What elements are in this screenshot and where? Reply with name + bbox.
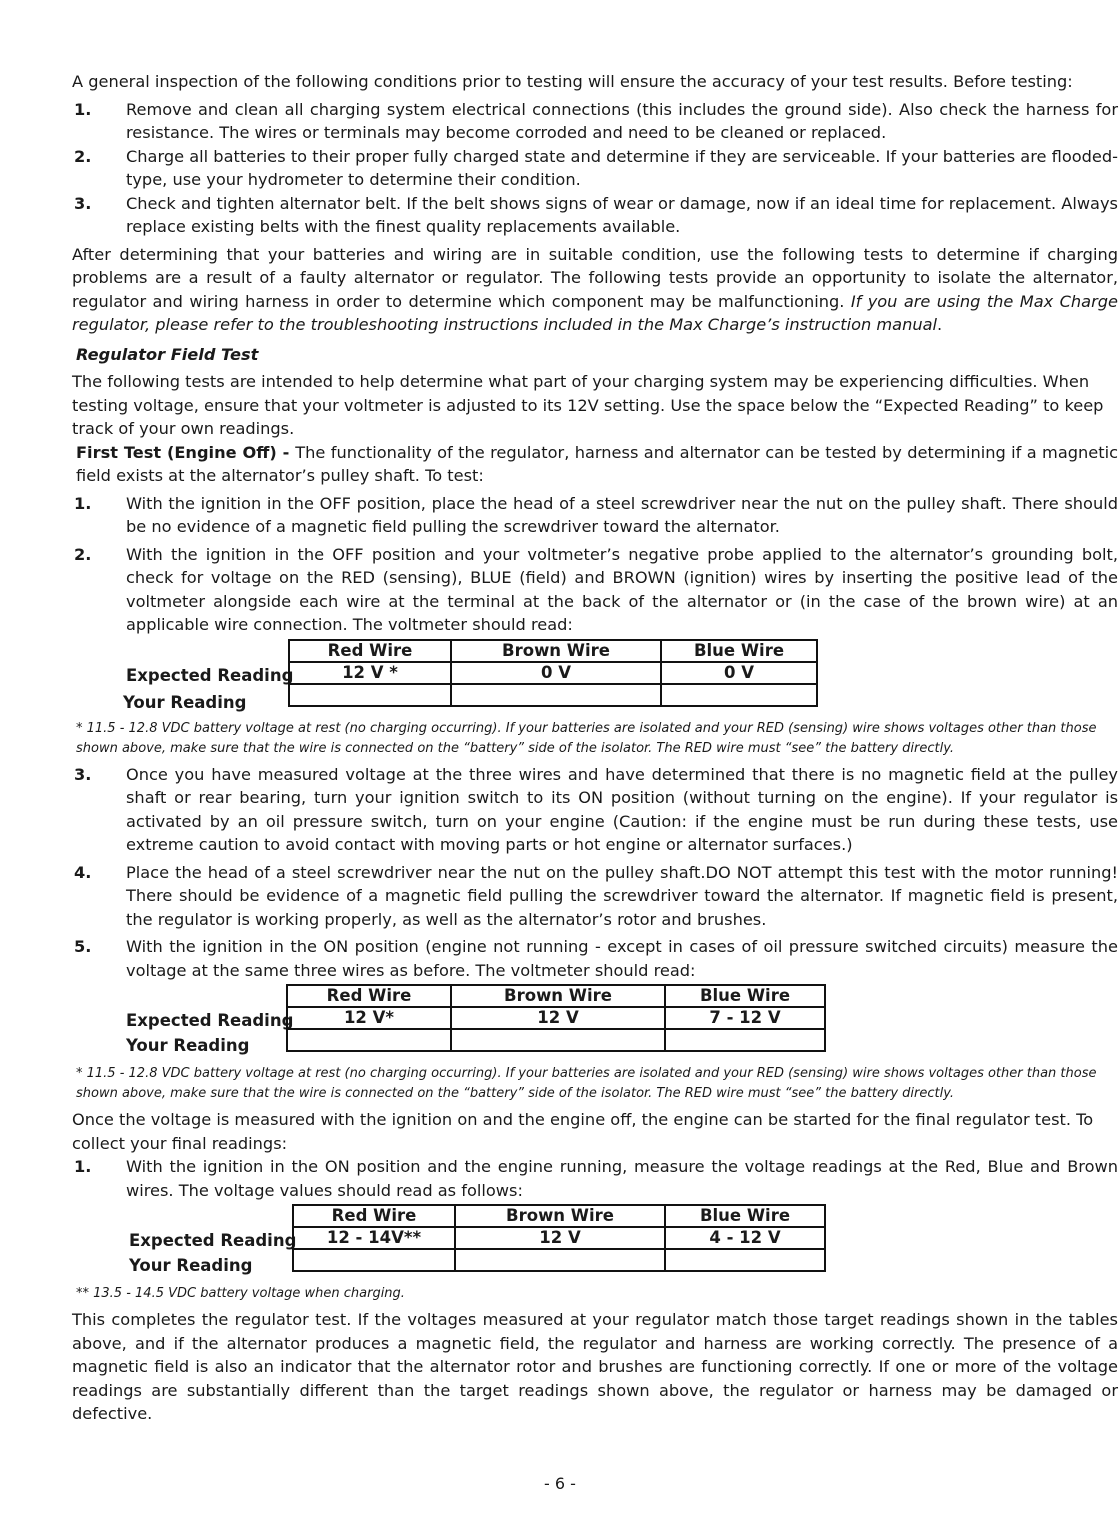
your-reading-cell[interactable] [293,1249,455,1271]
your-reading-cell[interactable] [455,1249,665,1271]
header-row [289,640,817,662]
step-text: Once you have measured voltage at the three wires and have determined that there is no magnetic field at the pulley shaft or rear bearing, turn your ignition switch to its ON position (without turning on the engine). If your regulator is activated by an oil pressure switch, turn on your engine (Caution: if the engine must be run during these tests, use extreme caution to avoid contact with moving parts or hot engine or alternator surfaces.) [126,764,1118,854]
step-number: 2. [74,544,92,564]
expected-cell: 7 - 12 V [665,1007,825,1029]
conclusion-paragraph: This completes the regulator test. If the voltages measured at your regulator match those target readings shown in the tables above, and if the alternator produces a magnetic field, the regulator and harness are working correctly. The presence of a magnetic field is also an indicator that the alternator rotor and brushes are functioning correctly. If one or more of the voltage readings are substantially different than the target readings shown above, the regulator or harness may be damaged or defective. [72,1310,1118,1423]
prep-item [72,192,1118,239]
your-reading-cell[interactable] [451,1029,665,1051]
page-body [72,70,1118,1426]
step-number: 1. [74,1157,92,1176]
expected-cell: 12 V* [287,1007,451,1029]
step-number: 5. [74,937,92,956]
step-number: 3. [74,764,92,784]
expected-reading-label: Expected Reading [126,665,294,685]
test-step [72,1155,1118,1202]
reading-grid [288,639,818,707]
step-text: With the ignition in the ON position and the engine running, measure the voltage readings at the Red, Blue and Brown wires. The voltage values should read as follows: [126,1157,1118,1200]
your-reading-label: Your Reading [129,1256,253,1275]
test-step [72,763,1118,857]
test-step [72,861,1118,932]
expected-reading-label: Expected Reading [126,1011,294,1030]
expected-cell: 12 - 14V** [293,1227,455,1249]
footnote: ** 13.5 - 14.5 VDC battery voltage when charging. [76,1286,405,1301]
step-text: With the ignition in the ON position (engine not running - except in cases of oil pressure switched circuits) measure the voltage at the same three wires as before. The voltmeter should read: [126,937,1118,980]
header-cell: Blue Wire [665,1205,825,1227]
step-text: With the ignition in the OFF position and your voltmeter’s negative probe applied to the alternator’s grounding bolt, check for voltage on the RED (sensing), BLUE (field) and BROWN (ignition) wires by inserting the positive lead of the voltmeter alongside each wire at the terminal at the back of the alternator or (in the case of the brown wire) at an applicable wire connection. The voltmeter should read: [126,544,1118,634]
header-cell: Brown Wire [451,640,661,662]
expected-cell: 12 V * [289,662,451,684]
your-reading-row [293,1249,825,1271]
your-reading-label: Your Reading [126,1036,250,1055]
expected-cell: 0 V [451,662,661,684]
header-cell: Red Wire [289,640,451,662]
footnote: * 11.5 - 12.8 VDC battery voltage at rest (no charging occurring). If your batteries are isolated and your RED (sensing) wire shows voltages other than those shown above, make sure that the wire is connected on the “battery” side of the isolator. The RED wire must “see” the battery directly. [76,1066,1097,1101]
first-test-label: First Test (Engine Off) - [76,442,296,462]
expected-row [287,1007,825,1029]
tests-intro-paragraph: The following tests are intended to help determine what part of your charging system may be experiencing difficulties. When testing voltage, ensure that your voltmeter is adjusted to its 12V setting. Use the space below the “Expected Reading” to keep track of your own readings. [72,372,1104,438]
your-reading-cell[interactable] [661,684,817,706]
intro-paragraph: A general inspection of the following conditions prior to testing will ensure the accuracy of your test results. Before testing: [72,72,1073,91]
expected-cell: 12 V [455,1227,665,1249]
prep-item-number: 2. [74,146,92,166]
header-row [287,985,825,1007]
step-text: Place the head of a steel screwdriver near the nut on the pulley shaft.DO NOT attempt this test with the motor running! There should be evidence of a magnetic field pulling the screwdriver toward the alternator. If magnetic field is present, the regulator is working properly, as well as the alternator’s rotor and brushes. [126,862,1118,929]
your-reading-row [287,1029,825,1051]
your-reading-cell[interactable] [289,684,451,706]
reading-table-2 [72,984,1118,1058]
expected-row [289,662,817,684]
test-step [72,492,1118,539]
final-intro-paragraph: Once the voltage is measured with the ignition on and the engine off, the engine can be started for the final regulator test. To collect your final readings: [72,1110,1094,1153]
page-number: - 6 - [544,1474,576,1493]
after-paragraph-end: . [937,315,943,334]
reading-grid [292,1204,826,1272]
after-paragraph-italic: If you are using the Max Charge regulator, please refer to the troubleshooting instructions included in the Max Charge’s instruction manual [72,291,1118,334]
prep-item-number: 3. [74,193,92,213]
prep-item [72,98,1118,145]
header-cell: Red Wire [287,985,451,1007]
your-reading-cell[interactable] [451,684,661,706]
header-row [293,1205,825,1227]
header-cell: Blue Wire [665,985,825,1007]
prep-item-text: Charge all batteries to their proper fully charged state and determine if they are serviceable. If your batteries are flooded-type, use your hydrometer to determine their condition. [126,146,1118,189]
your-reading-row [289,684,817,706]
section-heading: Regulator Field Test [76,344,259,364]
expected-cell: 12 V [451,1007,665,1029]
header-cell: Red Wire [293,1205,455,1227]
prep-item-number: 1. [74,99,92,119]
your-reading-label: Your Reading [123,692,247,712]
step-number: 4. [74,862,92,882]
after-paragraph [72,243,1118,337]
header-cell: Brown Wire [451,985,665,1007]
prep-item [72,145,1118,192]
reading-grid [286,984,826,1052]
reading-table-1 [72,639,1118,713]
expected-reading-label: Expected Reading [129,1231,297,1250]
expected-row [293,1227,825,1249]
test-step [72,935,1118,982]
step-number: 1. [74,493,92,513]
footnote: * 11.5 - 12.8 VDC battery voltage at rest (no charging occurring). If your batteries are isolated and your RED (sensing) wire shows voltages other than those shown above, make sure that the wire is connected on the “battery” side of the isolator. The RED wire must “see” the battery directly. [76,720,1097,756]
expected-cell: 0 V [661,662,817,684]
expected-cell: 4 - 12 V [665,1227,825,1249]
your-reading-cell[interactable] [665,1029,825,1051]
step-text: With the ignition in the OFF position, place the head of a steel screwdriver near the nut on the pulley shaft. There should be no evidence of a magnetic field pulling the screwdriver toward the alternator. [126,493,1118,536]
first-test-text: The functionality of the regulator, harness and alternator can be tested by determining if a magnetic field exists at the alternator’s pulley shaft. To test: [76,442,1118,485]
your-reading-cell[interactable] [287,1029,451,1051]
first-test-paragraph [72,441,1118,488]
test-step [72,543,1118,637]
after-paragraph-text: After determining that your batteries and wiring are in suitable condition, use the following tests to determine if charging problems are a result of a faulty alternator or regulator. The following tests provide an opportunity to isolate the alternator, regulator and wiring harness in order to determine which component may be malfunctioning. [72,244,1118,311]
prep-item-text: Remove and clean all charging system electrical connections (this includes the ground side). Also check the harness for resistance. The wires or terminals may become corroded and need to be cleaned or replaced. [126,99,1118,142]
header-cell: Blue Wire [661,640,817,662]
header-cell: Brown Wire [455,1205,665,1227]
reading-table-3 [72,1204,1118,1278]
prep-item-text: Check and tighten alternator belt. If the belt shows signs of wear or damage, now if an ideal time for replacement. Always replace existing belts with the finest quality replacements available. [126,193,1118,236]
your-reading-cell[interactable] [665,1249,825,1271]
